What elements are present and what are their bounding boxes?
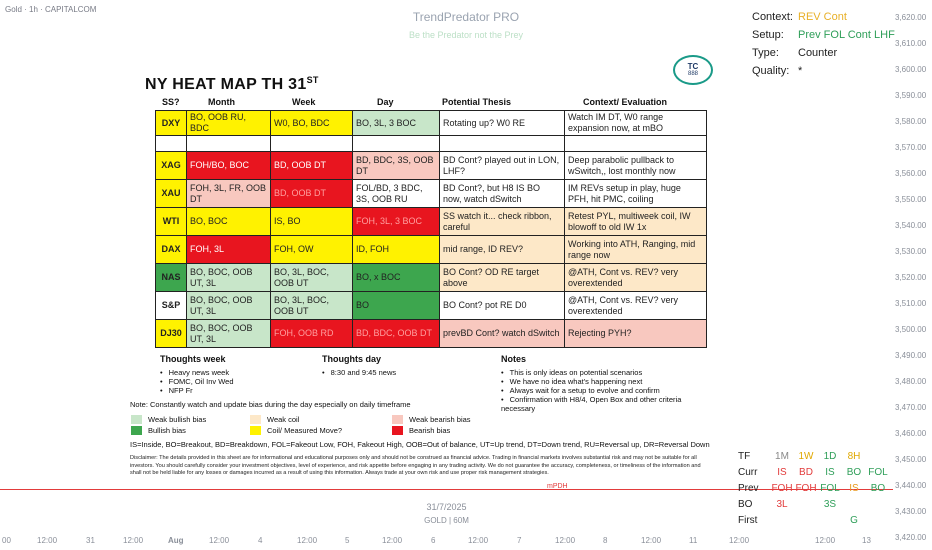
- week-cell: IS, BO: [271, 208, 353, 236]
- asset-cell: DJ30: [156, 320, 187, 348]
- asset-cell: WTI: [156, 208, 187, 236]
- month-cell: FOH/BO, BOC: [187, 152, 271, 180]
- price-tick-label: 3,620.00: [895, 13, 927, 22]
- thesis-cell: BO Cont? OD RE target above: [440, 264, 565, 292]
- legend-label: Bearish bias: [409, 426, 451, 435]
- time-tick-label: 7: [517, 536, 522, 545]
- thoughts-day-heading: Thoughts day: [322, 354, 381, 364]
- time-tick-label: 12:00: [37, 536, 58, 545]
- thoughts-day: [322, 354, 396, 377]
- tf-8h: 8H: [847, 450, 861, 462]
- list-item: • FOMC, Oil Inv Wed: [160, 377, 234, 386]
- tf-cell: FOL: [820, 482, 840, 494]
- tf-cell: IS: [825, 466, 835, 478]
- abbreviations-line: IS=Inside, BO=Breakout, BD=Breakdown, FOL=Fakeout Low, FOH, Fakeout High, OOB=Out of balance, UT=Up trend, DT=Down trend, RU=Reversal up, DR=Reversal Down: [130, 440, 710, 449]
- asset-cell: DXY: [156, 111, 187, 136]
- setup-key: Setup:: [752, 29, 784, 41]
- legend-bullish: [131, 426, 186, 435]
- table-row: [156, 236, 707, 264]
- spacer-row: [156, 136, 707, 152]
- legend-swatch: [392, 415, 403, 424]
- day-cell: BO, 3L, 3 BOC: [353, 111, 440, 136]
- empty-cell: [271, 136, 353, 152]
- tf-cell: IS: [849, 482, 859, 494]
- list-item: • NFP Fr: [160, 386, 234, 395]
- price-tick-label: 3,500.00: [895, 325, 927, 334]
- tf-curr-row: [738, 464, 890, 480]
- legend-weak-coil: [250, 415, 299, 424]
- asset-cell: NAS: [156, 264, 187, 292]
- legend-swatch: [250, 426, 261, 435]
- header-context: Context/ Evaluation: [583, 97, 668, 107]
- tf-cell: BO: [846, 466, 862, 478]
- day-cell: BO, x BOC: [353, 264, 440, 292]
- week-cell: BD, OOB DT: [271, 152, 353, 180]
- footer-instrument: GOLD | 60M: [424, 516, 469, 525]
- tf-cell: IS: [777, 466, 787, 478]
- legend-swatch: [250, 415, 261, 424]
- context-key: Context:: [752, 11, 793, 23]
- quality-row: [752, 62, 895, 80]
- price-tick-label: 3,460.00: [895, 429, 927, 438]
- week-cell: BO, 3L, BOC, OOB UT: [271, 264, 353, 292]
- price-tick-label: 3,480.00: [895, 377, 927, 386]
- day-cell: BO: [353, 292, 440, 320]
- time-tick-label: 11: [689, 536, 698, 545]
- asset-cell: XAU: [156, 180, 187, 208]
- asset-cell: XAG: [156, 152, 187, 180]
- price-tick-label: 3,510.00: [895, 299, 927, 308]
- list-item: • 8:30 and 9:45 news: [322, 368, 396, 377]
- logo-text: TC: [687, 61, 699, 71]
- price-tick-label: 3,530.00: [895, 247, 927, 256]
- context-panel: [752, 8, 895, 80]
- symbol-label: Gold · 1h · CAPITALCOM: [5, 5, 97, 14]
- legend-label: Weak coil: [267, 415, 300, 424]
- week-cell: BD, OOB DT: [271, 180, 353, 208]
- time-tick-label: 12:00: [297, 536, 318, 545]
- month-cell: BO, BOC, OOB UT, 3L: [187, 292, 271, 320]
- legend-label: Coil/ Measured Move?: [267, 426, 343, 435]
- type-key: Type:: [752, 47, 779, 59]
- context-row: [752, 8, 895, 26]
- asset-cell: DAX: [156, 236, 187, 264]
- quality-value: *: [798, 65, 803, 77]
- tf-cell: 3L: [776, 498, 788, 510]
- type-row: [752, 44, 895, 62]
- legend-label: Bullish bias: [148, 426, 186, 435]
- time-tick-label: 12:00: [468, 536, 489, 545]
- price-tick-label: 3,470.00: [895, 403, 927, 412]
- time-tick-label: 12:00: [555, 536, 576, 545]
- day-cell: FOH, 3L, 3 BOC: [353, 208, 440, 236]
- footer-date: 31/7/2025: [426, 502, 467, 512]
- price-tick-label: 3,490.00: [895, 351, 927, 360]
- legend-bearish: [392, 426, 450, 435]
- price-axis[interactable]: [893, 0, 932, 550]
- day-cell: ID, FOH: [353, 236, 440, 264]
- header-day: Day: [377, 97, 394, 107]
- time-tick-label: 13: [862, 536, 871, 545]
- thoughts-week-heading: Thoughts week: [160, 354, 226, 364]
- tf-1d: 1D: [823, 450, 837, 462]
- header-asset: SS?: [162, 97, 180, 107]
- list-item: • We have no idea what's happening next: [501, 377, 701, 386]
- time-tick-label: 12:00: [815, 536, 836, 545]
- thesis-cell: mid range, ID REV?: [440, 236, 565, 264]
- table-row: [156, 152, 707, 180]
- brand-tagline: Be the Predator not the Prey: [408, 30, 524, 40]
- logo-subtext: 888: [687, 70, 698, 77]
- week-cell: FOH, OOB RD: [271, 320, 353, 348]
- heatmap-title: [145, 75, 319, 94]
- header-month: Month: [208, 97, 235, 107]
- tf-prev-row: [738, 480, 890, 496]
- empty-cell: [353, 136, 440, 152]
- legend-weak-bullish: [131, 415, 206, 424]
- week-cell: FOH, OW: [271, 236, 353, 264]
- thoughts-week: [160, 354, 234, 395]
- time-tick-label: 12:00: [729, 536, 750, 545]
- table-row: [156, 180, 707, 208]
- empty-cell: [156, 136, 187, 152]
- price-tick-label: 3,560.00: [895, 169, 927, 178]
- setup-value: Prev FOL Cont LHF: [798, 29, 895, 41]
- time-tick-label: 12:00: [641, 536, 662, 545]
- setup-row: [752, 26, 895, 44]
- bias-note: Note: Constantly watch and update bias during the day especially on daily timeframe: [130, 400, 411, 409]
- header-thesis: Potential Thesis: [442, 97, 512, 107]
- time-tick-label: 12:00: [209, 536, 230, 545]
- header-week: Week: [292, 97, 316, 107]
- legend-swatch: [131, 426, 142, 435]
- tf-row-label: Prev: [738, 482, 759, 494]
- context-cell: IM REVs setup in play, huge PFH, hit PMC, coiling: [565, 180, 707, 208]
- price-tick-label: 3,520.00: [895, 273, 927, 282]
- time-tick-label: 00: [2, 536, 11, 545]
- month-cell: BO, BOC: [187, 208, 271, 236]
- tf-cell: FOH: [795, 482, 817, 494]
- legend-label: Weak bullish bias: [148, 415, 207, 424]
- type-value: Counter: [798, 47, 838, 59]
- notes-block: [501, 354, 701, 413]
- thesis-cell: prevBD Cont? watch dSwitch: [440, 320, 565, 348]
- day-cell: BD, BDC, OOB DT: [353, 320, 440, 348]
- time-tick-label: 12:00: [123, 536, 144, 545]
- time-tick-label: 5: [345, 536, 350, 545]
- legend-coil: [250, 426, 342, 435]
- tf-bo-row: [738, 496, 890, 512]
- tf-row-label: First: [738, 514, 758, 526]
- context-cell: Deep parabolic pullback to wSwitch,, lost monthly now: [565, 152, 707, 180]
- time-tick-label: Aug: [168, 536, 184, 545]
- disclaimer-text: Disclaimer: The details provided in this sheet are for informational and educational purposes only and should not be construed as financial advice. Trading in financial markets involves substantial risk and may not be suitable for all investors. You should carefully consider your investment objectives, level of experience, and risk appetite before engaging in any trading activity. We do not guarantee the accuracy, completeness, or timeliness of the information and shall not be held liable for any losses or damages incurred as a result of using this information. Always trade at your own risk and use proper risk management strategies.: [130, 455, 701, 476]
- table-row: [156, 264, 707, 292]
- context-cell: @ATH, Cont vs. REV? very overextended: [565, 264, 707, 292]
- price-tick-label: 3,420.00: [895, 533, 927, 542]
- heatmap-title-text: NY HEAT MAP TH 31: [145, 76, 307, 93]
- context-cell: @ATH, Cont vs. REV? very overextended: [565, 292, 707, 320]
- time-axis[interactable]: [0, 536, 932, 550]
- tf-row-label: Curr: [738, 466, 758, 478]
- legend-label: Weak bearish bias: [409, 415, 471, 424]
- month-cell: FOH, 3L, FR, OOB DT: [187, 180, 271, 208]
- tf-cell: BD: [799, 466, 813, 478]
- tf-cell: FOH: [771, 482, 793, 494]
- price-tick-label: 3,550.00: [895, 195, 927, 204]
- price-tick-label: 3,610.00: [895, 39, 927, 48]
- day-cell: BD, BDC, 3S, OOB DT: [353, 152, 440, 180]
- price-tick-label: 3,580.00: [895, 117, 927, 126]
- quality-key: Quality:: [752, 65, 790, 77]
- heatmap-title-sup: ST: [306, 75, 319, 85]
- price-tick-label: 3,440.00: [895, 481, 927, 490]
- day-cell: FOL/BD, 3 BDC, 3S, OOB RU: [353, 180, 440, 208]
- tc-logo: [673, 55, 713, 85]
- time-tick-label: 12:00: [382, 536, 403, 545]
- table-row: [156, 320, 707, 348]
- price-tick-label: 3,590.00: [895, 91, 927, 100]
- context-cell: Rejecting PYH?: [565, 320, 707, 348]
- legend-swatch: [131, 415, 142, 424]
- mpdh-label: mPDH: [547, 483, 568, 490]
- price-tick-label: 3,540.00: [895, 221, 927, 230]
- month-cell: BO, BOC, OOB UT, 3L: [187, 264, 271, 292]
- notes-heading: Notes: [501, 354, 527, 364]
- asset-cell: S&P: [156, 292, 187, 320]
- context-cell: Working into ATH, Ranging, mid range now: [565, 236, 707, 264]
- empty-cell: [440, 136, 565, 152]
- month-cell: FOH, 3L: [187, 236, 271, 264]
- empty-cell: [187, 136, 271, 152]
- thesis-cell: SS watch it... check ribbon, careful: [440, 208, 565, 236]
- table-row: [156, 111, 707, 136]
- context-value: REV Cont: [798, 11, 847, 23]
- tf-cell: FOL: [868, 466, 888, 478]
- time-tick-label: 6: [431, 536, 436, 545]
- price-tick-label: 3,570.00: [895, 143, 927, 152]
- week-cell: BO, 3L, BOC, OOB UT: [271, 292, 353, 320]
- price-tick-label: 3,430.00: [895, 507, 927, 516]
- list-item: • Heavy news week: [160, 368, 234, 377]
- thesis-cell: BD Cont?, but H8 IS BO now, watch dSwitch: [440, 180, 565, 208]
- time-tick-label: 31: [86, 536, 95, 545]
- brand-title: TrendPredator PRO: [412, 10, 520, 24]
- timeframe-grid: [738, 448, 890, 528]
- tf-1w: 1W: [798, 450, 814, 462]
- thesis-cell: Rotating up? W0 RE: [440, 111, 565, 136]
- list-item: • Always wait for a setup to evolve and confirm: [501, 386, 701, 395]
- price-tick-label: 3,600.00: [895, 65, 927, 74]
- empty-cell: [565, 136, 707, 152]
- tf-1m: 1M: [775, 450, 789, 462]
- list-item: • This is only ideas on potential scenarios: [501, 368, 701, 377]
- table-row: [156, 208, 707, 236]
- price-tick-label: 3,450.00: [895, 455, 927, 464]
- legend-swatch: [392, 426, 403, 435]
- tf-cell: BO: [870, 482, 886, 494]
- heatmap-table: [155, 110, 707, 348]
- tf-cell: 3S: [823, 498, 837, 510]
- table-row: [156, 292, 707, 320]
- week-cell: W0, BO, BDC: [271, 111, 353, 136]
- legend-weak-bearish: [392, 415, 471, 424]
- tf-cell: G: [850, 514, 858, 526]
- context-cell: Watch IM DT, W0 range expansion now, at mBO: [565, 111, 707, 136]
- tf-first-row: [738, 512, 890, 528]
- tf-label: TF: [738, 450, 751, 462]
- context-cell: Retest PYL, multiweek coil, IW blowoff to old IW 1x: [565, 208, 707, 236]
- time-tick-label: 4: [258, 536, 263, 545]
- thesis-cell: BO Cont? pot RE D0: [440, 292, 565, 320]
- thesis-cell: BD Cont? played out in LON, LHF?: [440, 152, 565, 180]
- time-tick-label: 8: [603, 536, 608, 545]
- tf-header-row: [738, 448, 890, 464]
- tf-row-label: BO: [738, 498, 753, 510]
- list-item: • Confirmation with H8/4, Open Box and other criteria necessary: [501, 395, 701, 413]
- month-cell: BO, BOC, OOB UT, 3L: [187, 320, 271, 348]
- month-cell: BO, OOB RU, BDC: [187, 111, 271, 136]
